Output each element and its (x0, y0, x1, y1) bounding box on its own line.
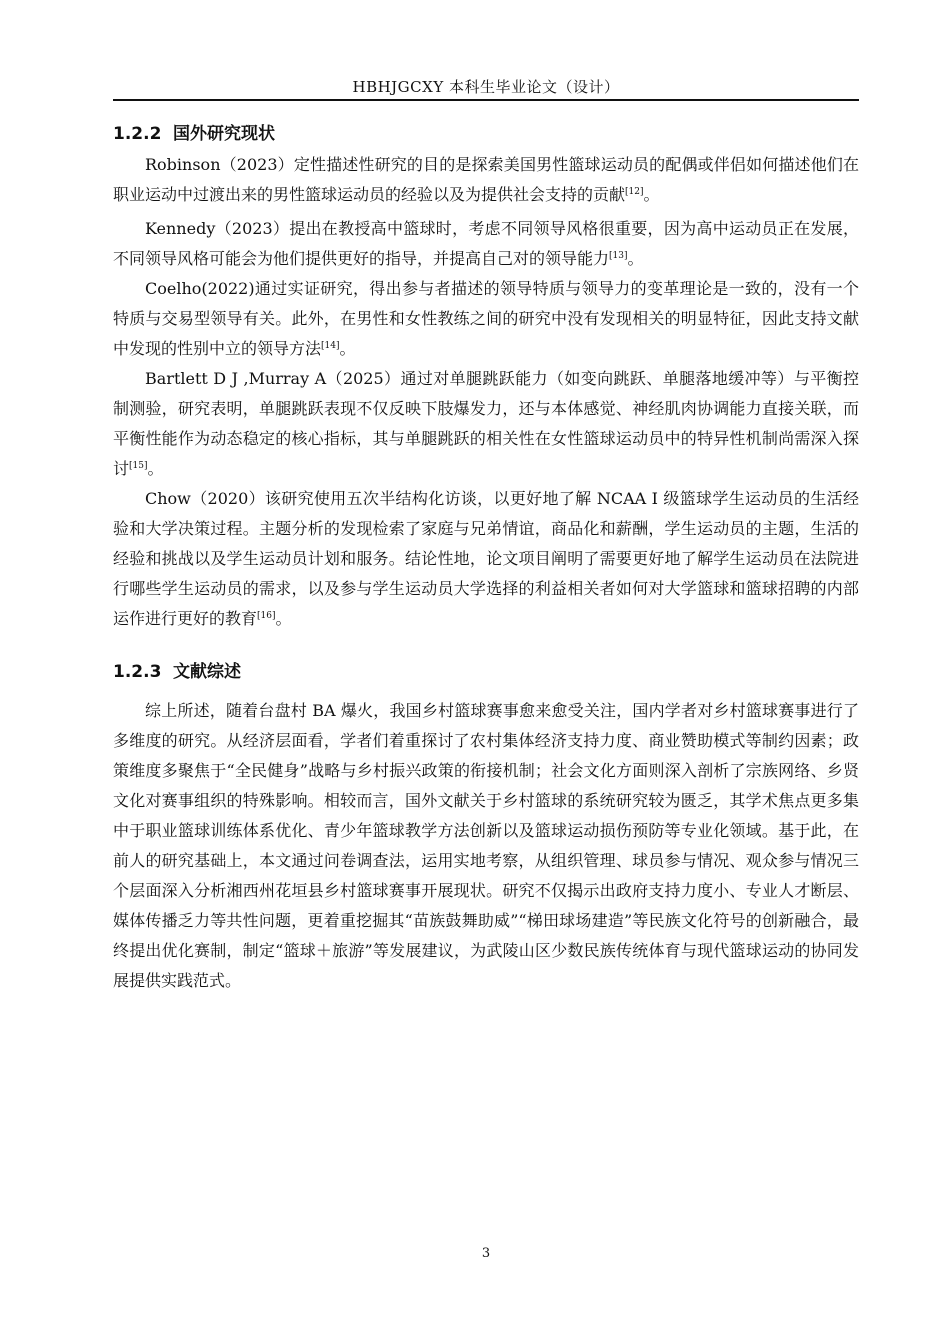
paragraph-chow (113, 484, 859, 634)
paragraph-text: 综上所述，随着台盘村 BA 爆火，我国乡村篮球赛事愈来愈受关注，国内学者对乡村篮球赛事进行了多维度的研究。从经济层面看，学者们着重探讨了农村集体经济支持力度、商业赞助模式等制约因素；政策维度多聚焦于“全民健身”战略与乡村振兴政策的衔接机制；社会文化方面则深入剖析了宗族网络、乡贤文化对赛事组织的特殊影响。相较而言，国外文献关于乡村篮球的系统研究较为匮乏，其学术焦点更多集中于职业篮球训练体系优化、青少年篮球教学方法创新以及篮球运动损伤预防等专业化领域。基于此，在前人的研究基础上，本文通过问卷调查法，运用实地考察，从组织管理、球员参与情况、观众参与情况三个层面深入分析湘西州花垣县乡村篮球赛事开展现状。研究不仅揭示出政府支持力度小、专业人才断层、媒体传播乏力等共性问题，更着重挖掘其“苗族鼓舞助威”“梯田球场建造”等民族文化符号的创新融合，最终提出优化赛制，制定“篮球＋旅游”等发展建议，为武陵山区少数民族传统体育与现代篮球运动的协同发展提供实践范式。 (113, 701, 859, 990)
paragraph-tail: 。 (627, 249, 644, 268)
page-number: 3 (481, 1246, 491, 1261)
citation-ref: [13] (609, 251, 628, 261)
paragraph-summary (113, 696, 859, 996)
section-title: 国外研究现状 (173, 124, 275, 144)
paragraph-tail: 。 (339, 339, 356, 358)
paragraph-text: Robinson（2023）定性描述性研究的目的是探索美国男性篮球运动员的配偶或伴侣如何描述他们在职业运动中过渡出来的男性篮球运动员的经验以及为提供社会支持的贡献 (113, 155, 859, 204)
section-heading-foreign-research (113, 118, 859, 150)
page-content (113, 118, 859, 996)
paragraph-tail: 。 (147, 459, 164, 478)
paragraph-text: Kennedy（2023）提出在教授高中篮球时，考虑不同领导风格很重要，因为高中运动员正在发展，不同领导风格可能会为他们提供更好的指导，并提高自己对的领导能力 (113, 219, 859, 268)
header-rule (113, 99, 859, 101)
paragraph-tail: 。 (643, 185, 660, 204)
section-title: 文献综述 (173, 662, 241, 682)
citation-ref: [12] (625, 187, 644, 197)
paragraph-text: Bartlett D J ,Murray A（2025）通过对单腿跳跃能力（如变向跳跃、单腿落地缓冲等）与平衡控制测验，研究表明，单腿跳跃表现不仅反映下肢爆发力，还与本体感觉、神经肌肉协调能力直接关联，而平衡性能作为动态稳定的核心指标，其与单腿跳跃的相关性在女性篮球运动员中的特异性机制尚需深入探讨 (113, 369, 859, 478)
paragraph-kennedy (113, 214, 859, 274)
paragraph-tail: 。 (275, 609, 292, 628)
section-number: 1.2.2 (113, 124, 162, 144)
paragraph-text: Coelho(2022)通过实证研究，得出参与者描述的领导特质与领导力的变革理论是一致的，没有一个特质与交易型领导有关。此外，在男性和女性教练之间的研究中没有发现相关的明显特征，因此支持文献中发现的性别中立的领导方法 (113, 279, 859, 358)
citation-ref: [14] (321, 341, 340, 351)
paragraph-coelho (113, 274, 859, 364)
paragraph-bartlett (113, 364, 859, 484)
citation-ref: [16] (257, 611, 276, 621)
section-heading-literature-review (113, 656, 859, 688)
paragraph-text: Chow（2020）该研究使用五次半结构化访谈，以更好地了解 NCAA I 级篮球学生运动员的生活经验和大学决策过程。主题分析的发现检索了家庭与兄弟情谊，商品化和薪酬，学生运动员的主题，生活的经验和挑战以及学生运动员计划和服务。结论性地，论文项目阐明了需要更好地了解学生运动员在法院进行哪些学生运动员的需求，以及参与学生运动员大学选择的利益相关者如何对大学篮球和篮球招聘的内部运作进行更好的教育 (113, 489, 859, 628)
section-number: 1.2.3 (113, 662, 162, 682)
paragraph-robinson (113, 150, 859, 210)
citation-ref: [15] (129, 461, 148, 471)
page-header: HBHJGCXY 本科生毕业论文（设计） (352, 78, 620, 96)
